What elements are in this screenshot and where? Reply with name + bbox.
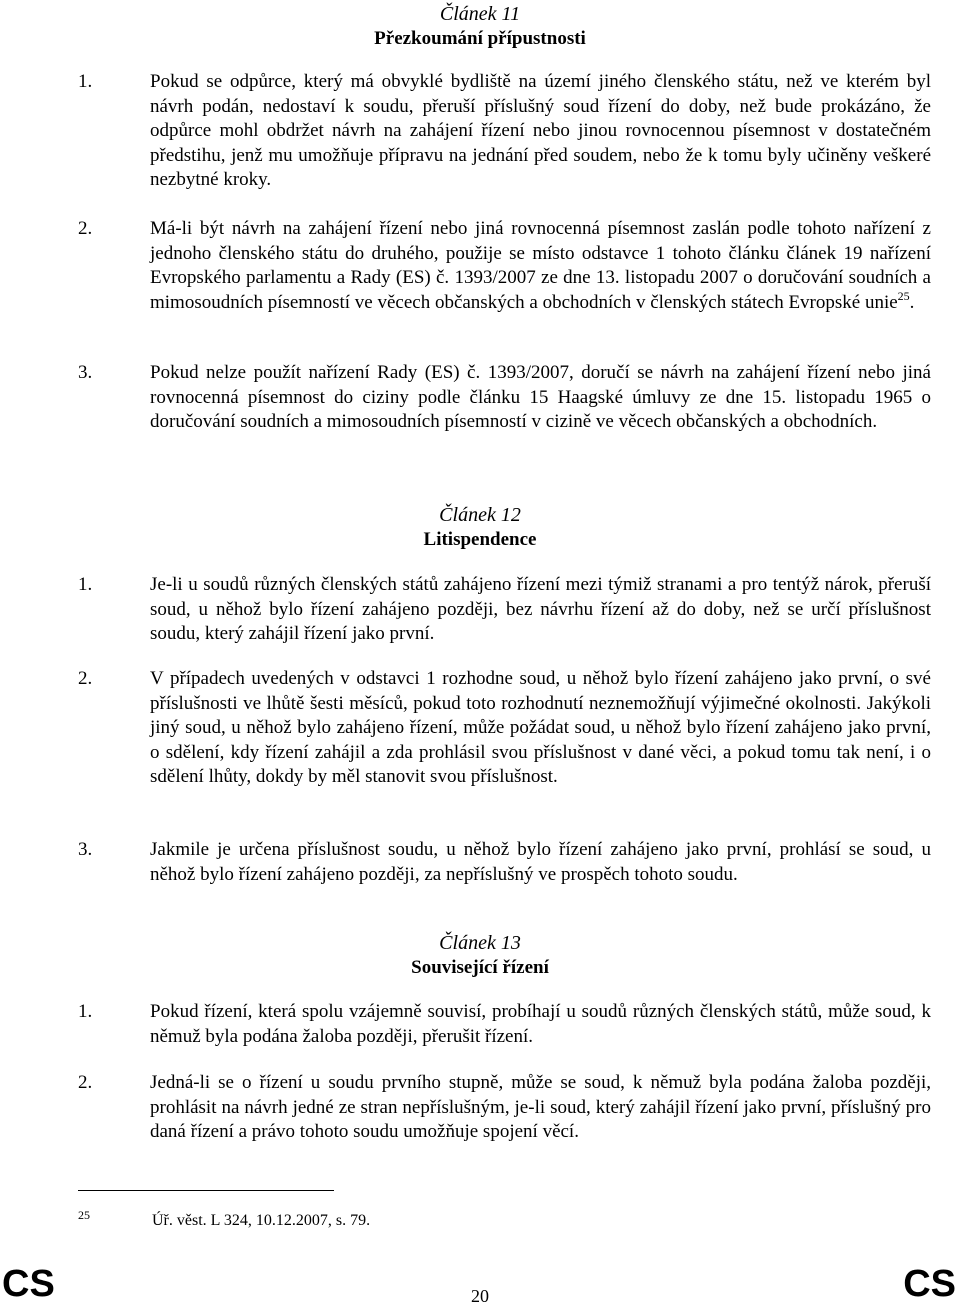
paragraph xyxy=(78,1000,931,1049)
paragraph xyxy=(78,1071,931,1145)
paragraph-number: 2. xyxy=(78,218,93,239)
paragraph-number: 1. xyxy=(78,71,93,92)
article-number: Článek 13 xyxy=(439,932,521,954)
paragraph xyxy=(78,361,931,435)
language-code-left: CS xyxy=(2,1263,55,1305)
article-number: Článek 12 xyxy=(439,504,521,526)
article-title: Litispendence xyxy=(423,529,537,550)
paragraph-text: V případech uvedených v odstavci 1 rozhodne soud, u něhož bylo řízení zahájeno jako první, o své příslušnosti ve lhůtě šesti měsíců, pokud toto rozhodnutí neznemožňují výjimečné okolnosti. Jakýkoli jiný soud, u něhož bylo zahájeno řízení, může požádat soud, u něhož bylo řízení zahájeno jako první, o sdělení, kdy řízení zahájil a zda prohlásil svou příslušnost v dané věci, a pokud tomu tak není, i o sdělení lhůty, dokdy by měl stanovit svou příslušnost. xyxy=(150,668,931,788)
article-number: Článek 11 xyxy=(439,3,521,25)
paragraph xyxy=(78,217,931,315)
page-number: 20 xyxy=(471,1286,489,1306)
paragraph-text: Pokud se odpůrce, který má obvyklé bydliště na území jiného členského státu, než ve kterém byl návrh podán, nedostaví k soudu, přeruší příslušný soud řízení do doby, než bude prokázáno, že odpůrce mohl obdržet návrh na zahájení řízení nebo jinou rovnocennou písemnost v dostatečném předstihu, jenž mu umožňuje přípravu na jednání před soudem, nebo že k tomu byly učiněny veškeré nezbytné kroky. xyxy=(150,71,931,191)
paragraph-number: 2. xyxy=(78,1072,93,1093)
article-title: Přezkoumání přípustnosti xyxy=(374,28,586,49)
paragraph-text xyxy=(150,217,931,315)
paragraph-text: Jedná-li se o řízení u soudu prvního stupně, může se soud, k němuž byla podána žaloba později, prohlásit na návrh jedné ze stran nepříslušným, je-li soud, který zahájil řízení jako první, příslušný pro daná řízení a právo tohoto soudu umožňuje spojení věcí. xyxy=(150,1072,931,1143)
paragraph xyxy=(78,70,931,193)
paragraph xyxy=(78,573,931,647)
language-code-right: CS xyxy=(903,1263,956,1305)
paragraph xyxy=(78,667,931,790)
article-title: Související řízení xyxy=(411,957,549,978)
footnote-number: 25 xyxy=(78,1208,90,1222)
paragraph-text-end: . xyxy=(909,291,915,313)
paragraph-number: 1. xyxy=(78,574,93,595)
footnote-reference: 25 xyxy=(897,288,910,303)
paragraph-text-main: Má-li být návrh na zahájení řízení nebo jiná rovnocenná písemnost zaslán podle tohoto nařízení z jednoho členského státu do druhého, použije se místo odstavce 1 tohoto článku článek 19 nařízení Evropského parlamentu a Rady (ES) č. 1393/2007 ze dne 13. listopadu 2007 o doručování soudních a mimosoudních písemností ve věcech občanských a obchodních v členských státech Evropské unie xyxy=(150,218,931,313)
paragraph-text: Je-li u soudů různých členských států zahájeno řízení mezi týmiž stranami a pro tentýž nárok, přeruší soud, u něhož bylo řízení zahájeno později, bez návrhu řízení až do doby, než se určí příslušnost soudu, který zahájil řízení jako první. xyxy=(150,574,931,645)
paragraph xyxy=(78,838,931,887)
paragraph-number: 1. xyxy=(78,1001,93,1022)
paragraph-text: Pokud nelze použít nařízení Rady (ES) č. 1393/2007, doručí se návrh na zahájení řízení nebo jiná rovnocenná písemnost do ciziny podle článku 15 Haagské úmluvy ze dne 15. listopadu 1965 o doručování soudních a mimosoudních písemností v cizině ve věcech občanských a obchodních. xyxy=(150,362,931,433)
paragraph-number: 3. xyxy=(78,839,93,860)
paragraph-number: 2. xyxy=(78,668,93,689)
paragraph-text: Pokud řízení, která spolu vzájemně souvisí, probíhají u soudů různých členských států, může soud, k němuž byla podána žaloba později, přerušit řízení. xyxy=(150,1001,931,1047)
footnote-text: Úř. věst. L 324, 10.12.2007, s. 79. xyxy=(152,1212,371,1229)
paragraph-number: 3. xyxy=(78,362,93,383)
footnote-divider xyxy=(78,1190,334,1191)
paragraph-text: Jakmile je určena příslušnost soudu, u něhož bylo řízení zahájeno jako první, prohlásí se soud, u něhož bylo řízení zahájeno později, za nepříslušný ve prospěch tohoto soudu. xyxy=(150,839,931,885)
